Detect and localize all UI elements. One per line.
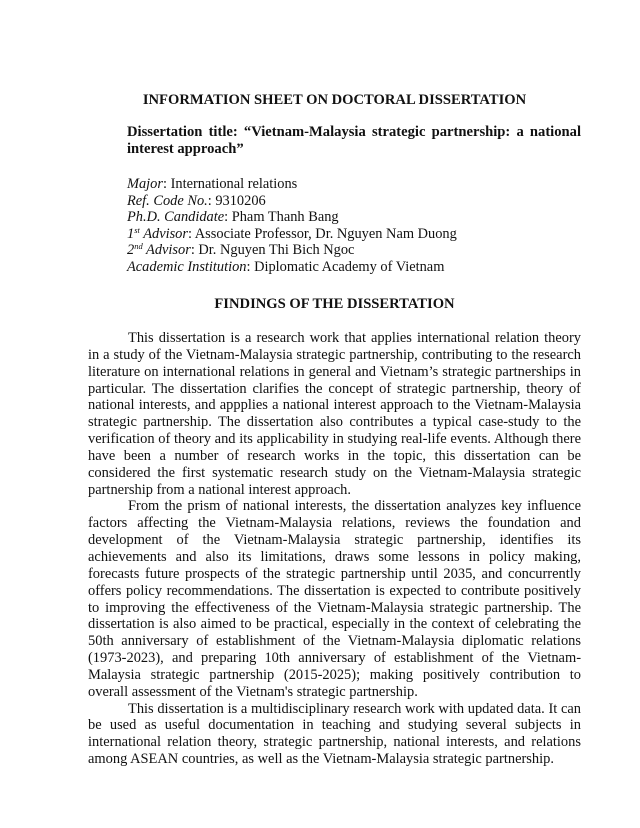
meta-major	[127, 176, 581, 193]
meta-ref-code-value: : 9310206	[207, 192, 266, 209]
dissertation-metadata	[127, 176, 581, 276]
meta-advisor-2-label	[127, 242, 191, 258]
meta-advisor-1-label-text: Advisor	[139, 225, 188, 242]
meta-ref-code-label: Ref. Code No.	[127, 192, 208, 209]
findings-paragraph-1: This dissertation is a research work that applies international relation theory in a study of the Vietnam-Malaysia strategic partnership, contributing to the research literature on international relations in general and Vietnam’s strategic partnerships in particular. The dissertation clarifies the concept of strategic partnership, theory of national interests, and appplies a national interest approach to the Vietnam-Malaysia strategic partnership. The dissertation also contributes a typical case-study to the verification of theory and its applicability in studying real-life events. Although there have been a number of research works in the topic, this dissertation can be considered the first systematic research study on the Vietnam-Malaysia strategic partnership from a national interest approach.	[88, 330, 581, 498]
meta-institution-value: : Diplomatic Academy of Vietnam	[246, 258, 445, 275]
meta-candidate-label: Ph.D. Candidate	[127, 209, 225, 226]
meta-candidate-value: : Pham Thanh Bang	[224, 209, 339, 226]
findings-paragraph-2: From the prism of national interests, the dissertation analyzes key influence factors affecting the Vietnam-Malaysia relations, reviews the foundation and development of the Vietnam-Malaysia strategic partnership, identifies its achievements and also its limitations, draws some lessons in policy making, forecasts future prospects of the strategic partnership until 2035, and concurrently offers policy recommendations. The dissertation is expected to contribute positively to improving the effectiveness of the Vietnam-Malaysia strategic partnership. The dissertation is also aimed to be practical, especially in the context of celebrating the 50th anniversary of establishment of the Vietnam-Malaysia diplomatic relations (1973-2023), and preparing 10th anniversary of establishment of the Vietnam-Malaysia strategic partnership (2015-2025); making positively contribution to overall assessment of the Vietnam's strategic partnership.	[88, 498, 581, 700]
meta-advisor-1-label	[127, 226, 188, 242]
findings-paragraph-3: This dissertation is a multidisciplinary research work with updated data. It can be used as useful documentation in teaching and studying several subjects in international relation theory, strategic partnership, national interests, and relations among ASEAN countries, as well as the Vietnam-Malaysia strategic partnership.	[88, 700, 581, 768]
meta-advisor-2	[127, 242, 581, 259]
dissertation-title	[127, 124, 581, 158]
meta-advisor-1-ordinal: 1	[127, 225, 135, 242]
meta-advisor-2-label-text: Advisor	[142, 242, 191, 259]
meta-ref-code	[127, 193, 581, 210]
document-heading: INFORMATION SHEET ON DOCTORAL DISSERTATION	[142, 92, 527, 108]
meta-advisor-2-value: : Dr. Nguyen Thi Bich Ngoc	[190, 242, 355, 259]
meta-advisor-2-ordinal-suffix: nd	[134, 241, 143, 252]
meta-advisor-1	[127, 226, 581, 243]
meta-candidate	[127, 209, 581, 226]
findings-heading: FINDINGS OF THE DISSERTATION	[214, 296, 455, 312]
meta-major-value: : International relations	[162, 176, 298, 192]
meta-institution-label: Academic Institution	[127, 258, 247, 275]
meta-advisor-2-ordinal: 2	[127, 242, 135, 259]
findings-body	[88, 330, 581, 768]
dissertation-title-value: “Vietnam-Malaysia strategic partnership: a national interest approach”	[127, 124, 582, 157]
dissertation-title-label: Dissertation title:	[127, 124, 244, 140]
meta-advisor-1-value: : Associate Professor, Dr. Nguyen Nam Duong	[187, 225, 457, 242]
meta-advisor-1-ordinal-suffix: st	[134, 224, 140, 235]
meta-major-label: Major	[127, 176, 163, 192]
meta-institution	[127, 259, 581, 276]
